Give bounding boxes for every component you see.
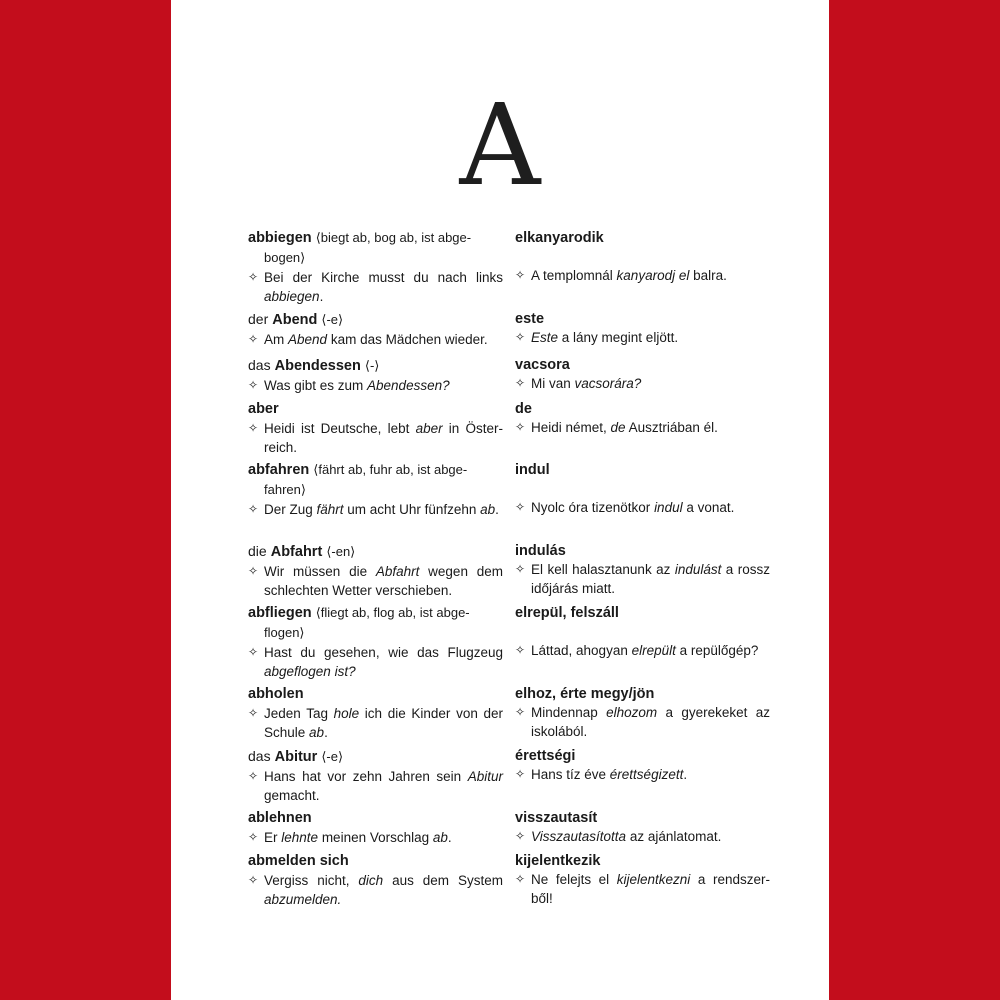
example-text: Este — [531, 330, 559, 345]
entry-hungarian — [515, 541, 770, 598]
entry-hungarian — [515, 603, 770, 660]
article: die — [248, 543, 267, 559]
example-text: kijelentkezni — [616, 872, 691, 887]
entry-german — [248, 460, 503, 519]
example-text: Abend — [288, 332, 328, 347]
example-marker-icon: ✧ — [515, 562, 526, 576]
translation: vacsora — [515, 357, 570, 373]
translation: visszautasít — [515, 810, 598, 826]
example-marker-icon: ✧ — [248, 769, 259, 783]
de-example — [248, 330, 503, 349]
article: das — [248, 748, 271, 764]
headword: Abendessen — [274, 358, 361, 374]
example-marker-icon: ✧ — [515, 376, 526, 390]
example-text: a rendszer-ből! — [531, 872, 770, 906]
example-text: Láttad, ahogyan — [531, 643, 632, 658]
example-text: Abendessen? — [367, 378, 450, 393]
example-marker-icon: ✧ — [248, 270, 259, 284]
example-text: balra. — [689, 268, 727, 283]
headword: Abitur — [274, 749, 318, 765]
example-text: aus dem System — [383, 873, 503, 888]
example-text: abgeflogen ist? — [264, 664, 356, 679]
example-text: aber — [415, 421, 443, 436]
headword-line — [248, 399, 503, 419]
example-text: Bei der Kirche musst du nach links — [264, 270, 503, 285]
de-example — [248, 419, 503, 457]
example-text: . — [319, 289, 324, 304]
example-text: A templomnál — [531, 268, 617, 283]
example-marker-icon: ✧ — [248, 645, 259, 659]
grammar-info-continued: bogen⟩ — [264, 250, 306, 265]
example-text: . — [495, 502, 499, 517]
example-text: Wir müssen die — [264, 564, 376, 579]
example-text: Hast du gesehen, wie das Flugzeug — [264, 645, 503, 660]
example-text: Er — [264, 830, 282, 845]
headword: Abend — [272, 312, 318, 328]
example-text: El kell halasztanunk az — [531, 562, 675, 577]
example-text: ab — [309, 725, 325, 740]
example-text: Heidi német, — [531, 420, 611, 435]
de-example — [248, 500, 503, 519]
example-marker-icon: ✧ — [248, 332, 259, 346]
example-text: kam das Mädchen wieder. — [327, 332, 488, 347]
grammar-info: ⟨-⟩ — [364, 358, 380, 373]
entry-hungarian — [515, 460, 770, 517]
example-text: érettségizett — [609, 767, 684, 782]
grammar-info-continued: fahren⟩ — [264, 482, 306, 497]
example-text: kanyarodj el — [616, 268, 690, 283]
left-red-band — [0, 0, 171, 1000]
hu-example — [515, 418, 770, 437]
example-text: elhozom — [606, 705, 658, 720]
hu-example — [515, 498, 770, 517]
example-text: a gyerekeket az iskolából. — [531, 705, 770, 739]
entry-hungarian — [515, 399, 770, 437]
entry-german — [248, 228, 503, 306]
example-text: a lány megint eljött. — [558, 330, 679, 345]
headword: ablehnen — [248, 810, 312, 826]
entry-hungarian — [515, 746, 770, 784]
headword-line — [248, 808, 503, 828]
entry-hungarian — [515, 684, 770, 741]
example-text: indulást — [674, 562, 722, 577]
de-example — [248, 268, 503, 306]
example-marker-icon: ✧ — [515, 330, 526, 344]
hu-example — [515, 703, 770, 741]
example-marker-icon: ✧ — [515, 268, 526, 282]
hu-example — [515, 641, 770, 660]
hu-example — [515, 266, 770, 285]
entry-hungarian — [515, 228, 770, 285]
entry-hungarian — [515, 309, 770, 347]
grammar-info-continued: flogen⟩ — [264, 625, 305, 640]
grammar-info: ⟨-e⟩ — [321, 312, 344, 327]
headword: abholen — [248, 686, 304, 702]
example-text: Hans hat vor zehn Jahren sein — [264, 769, 468, 784]
dictionary-page — [171, 0, 829, 1000]
example-text: ab — [432, 830, 448, 845]
example-text: . — [447, 830, 452, 845]
entry-hungarian — [515, 808, 770, 846]
example-text: Mi van — [531, 376, 575, 391]
hu-example — [515, 374, 770, 393]
entry-german — [248, 808, 503, 847]
translation: este — [515, 311, 545, 327]
example-marker-icon: ✧ — [515, 767, 526, 781]
translation: kijelentkezik — [515, 853, 601, 869]
example-text: ich die Kinder von der Schule — [264, 706, 504, 740]
example-text: Ne felejts el — [531, 872, 617, 887]
example-text: dich — [358, 873, 384, 888]
headword: abfahren — [248, 462, 310, 478]
example-text: Visszautasította — [531, 829, 627, 844]
example-text: Ausztriában él. — [625, 420, 718, 435]
headword-line — [248, 684, 503, 704]
entry-german — [248, 746, 503, 805]
entry-german — [248, 603, 503, 681]
example-marker-icon: ✧ — [248, 421, 259, 435]
translation: de — [515, 401, 532, 417]
entry-german — [248, 684, 503, 742]
headword-line — [248, 603, 503, 623]
example-text: Heidi ist Deutsche, lebt — [264, 421, 416, 436]
example-text: Hans tíz éve — [531, 767, 610, 782]
example-text: Abfahrt — [375, 564, 420, 579]
translation: elkanyarodik — [515, 230, 604, 246]
example-text: . — [683, 767, 688, 782]
example-marker-icon: ✧ — [515, 872, 526, 886]
example-marker-icon: ✧ — [248, 564, 259, 578]
entry-hungarian — [515, 355, 770, 393]
example-text: Abitur — [467, 769, 503, 784]
example-text: abbiegen — [264, 289, 320, 304]
example-text: Jeden Tag — [264, 706, 334, 721]
hu-example — [515, 765, 770, 784]
hu-example — [515, 870, 770, 908]
entry-german — [248, 399, 503, 457]
headword-line — [248, 355, 503, 376]
example-text: a rossz időjárás miatt. — [531, 562, 771, 596]
example-text: elrepült — [631, 643, 676, 658]
headword-line — [248, 460, 503, 480]
example-text: gemacht. — [264, 788, 320, 803]
example-marker-icon: ✧ — [515, 829, 526, 843]
example-text: a vonat. — [682, 500, 735, 515]
section-letter: A — [459, 81, 541, 211]
example-text: um acht Uhr fünfzehn — [343, 502, 481, 517]
grammar-info: ⟨fliegt ab, flog ab, ist abge- — [315, 605, 470, 620]
example-marker-icon: ✧ — [248, 706, 259, 720]
de-example — [248, 871, 503, 909]
example-marker-icon: ✧ — [515, 500, 526, 514]
headword-line — [248, 851, 503, 871]
example-text: Was gibt es zum — [264, 378, 368, 393]
entry-german — [248, 309, 503, 349]
right-red-band — [829, 0, 1000, 1000]
headword: abmelden sich — [248, 853, 349, 869]
headword-line — [248, 309, 503, 330]
entry-german — [248, 355, 503, 395]
grammar-info: ⟨biegt ab, bog ab, ist abge- — [315, 230, 472, 245]
de-example — [248, 376, 503, 395]
example-text: Nyolc óra tizenötkor — [531, 500, 655, 515]
hu-example — [515, 560, 770, 598]
entry-german — [248, 541, 503, 600]
example-text: lehnte — [281, 830, 319, 845]
example-text: wegen dem schlechten Wetter verschieben. — [264, 564, 503, 598]
headword: abbiegen — [248, 230, 312, 246]
hu-example — [515, 827, 770, 846]
example-text: hole — [333, 706, 360, 721]
example-text: abzumelden. — [264, 892, 342, 907]
entry-german — [248, 851, 503, 909]
entry-hungarian — [515, 851, 770, 908]
example-text: Am — [264, 332, 289, 347]
translation: indul — [515, 462, 550, 478]
example-marker-icon: ✧ — [248, 378, 259, 392]
de-example — [248, 767, 503, 805]
grammar-info: ⟨fährt ab, fuhr ab, ist abge- — [313, 462, 468, 477]
headword-line — [248, 746, 503, 767]
example-marker-icon: ✧ — [515, 420, 526, 434]
example-text: in Öster-reich. — [264, 421, 503, 455]
de-example — [248, 643, 503, 681]
grammar-info: ⟨-en⟩ — [326, 544, 356, 559]
example-text: fährt — [316, 502, 344, 517]
example-text: Vergiss nicht, — [264, 873, 359, 888]
example-text: indul — [654, 500, 683, 515]
article: das — [248, 357, 271, 373]
translation: érettségi — [515, 748, 576, 764]
de-example — [248, 828, 503, 847]
example-text: a repülőgép? — [675, 643, 759, 658]
example-text: de — [610, 420, 626, 435]
example-text: ab — [480, 502, 496, 517]
headword: aber — [248, 401, 279, 417]
example-marker-icon: ✧ — [248, 873, 259, 887]
translation: elhoz, érte megy/jön — [515, 686, 655, 702]
example-text: meinen Vorschlag — [318, 830, 433, 845]
example-text: vacsorára? — [574, 376, 642, 391]
example-marker-icon: ✧ — [515, 705, 526, 719]
example-text: az ajánlatomat. — [626, 829, 722, 844]
grammar-info: ⟨-e⟩ — [321, 749, 344, 764]
example-marker-icon: ✧ — [248, 830, 259, 844]
de-example — [248, 704, 503, 742]
example-text: Mindennap — [531, 705, 607, 720]
article: der — [248, 311, 269, 327]
example-text: . — [324, 725, 328, 740]
example-marker-icon: ✧ — [248, 502, 259, 516]
headword-line — [248, 228, 503, 248]
translation: indulás — [515, 543, 566, 559]
headword-line — [248, 541, 503, 562]
translation: elrepül, felszáll — [515, 605, 619, 621]
headword: Abfahrt — [270, 544, 323, 560]
headword: abfliegen — [248, 605, 312, 621]
de-example — [248, 562, 503, 600]
example-marker-icon: ✧ — [515, 643, 526, 657]
example-text: Der Zug — [264, 502, 317, 517]
hu-example — [515, 328, 770, 347]
